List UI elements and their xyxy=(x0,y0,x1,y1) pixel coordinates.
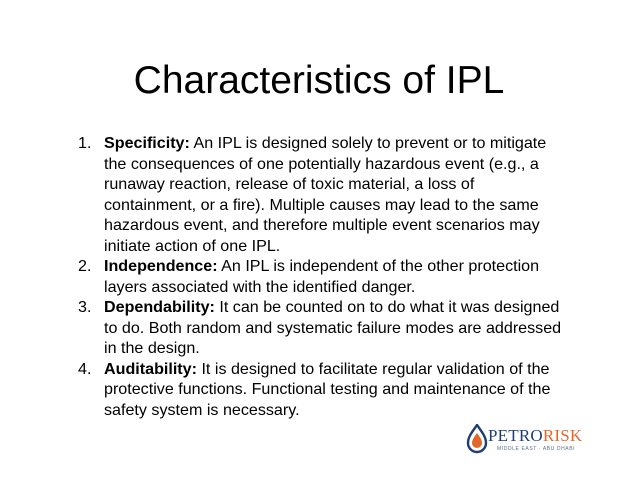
logo-tagline: MIDDLE EAST · ABU DHABI xyxy=(497,446,576,452)
item-description: It can be counted on to do what it was designed to do. Both random and systematic failure modes are addressed in the design. xyxy=(104,298,562,357)
item-text xyxy=(104,133,568,256)
item-number: 2. xyxy=(78,257,92,275)
logo-wordmark xyxy=(488,427,582,445)
list-item-dependability xyxy=(78,297,568,359)
item-term: Specificity: xyxy=(104,134,190,152)
logo-word-petro: PETRO xyxy=(488,426,543,445)
characteristics-list xyxy=(78,133,568,420)
list-item-independence xyxy=(78,256,568,297)
item-text xyxy=(104,256,568,297)
item-term: Auditability: xyxy=(104,359,197,378)
item-description: It is designed to facilitate regular validation of the protective functions. Functional testing and maintenance of the safety system is necessary. xyxy=(104,359,551,419)
list-item-specificity xyxy=(78,133,568,256)
item-text xyxy=(104,359,568,421)
petrorisk-logo xyxy=(466,424,583,458)
item-term: Independence: xyxy=(104,257,218,275)
item-number: 3. xyxy=(78,298,92,316)
item-description: An IPL is designed solely to prevent or to mitigate the consequences of one potentially hazardous event (e.g., a runaway reaction, release of toxic material, a loss of containment, or a fire). Multiple causes may lead to the same hazardous event, and therefore multiple event scenarios may initiate action of one IPL. xyxy=(104,134,547,255)
item-number: 4. xyxy=(78,359,92,378)
flame-drop-icon xyxy=(466,424,488,454)
item-number: 1. xyxy=(78,134,92,152)
item-text xyxy=(104,297,568,359)
list-item-auditability xyxy=(78,359,568,421)
logo-word-risk: RISK xyxy=(542,426,583,445)
slide-title: Characteristics of IPL xyxy=(133,59,505,102)
item-description: An IPL is independent of the other protection layers associated with the identified danger. xyxy=(104,257,540,296)
item-term: Dependability: xyxy=(104,298,215,316)
